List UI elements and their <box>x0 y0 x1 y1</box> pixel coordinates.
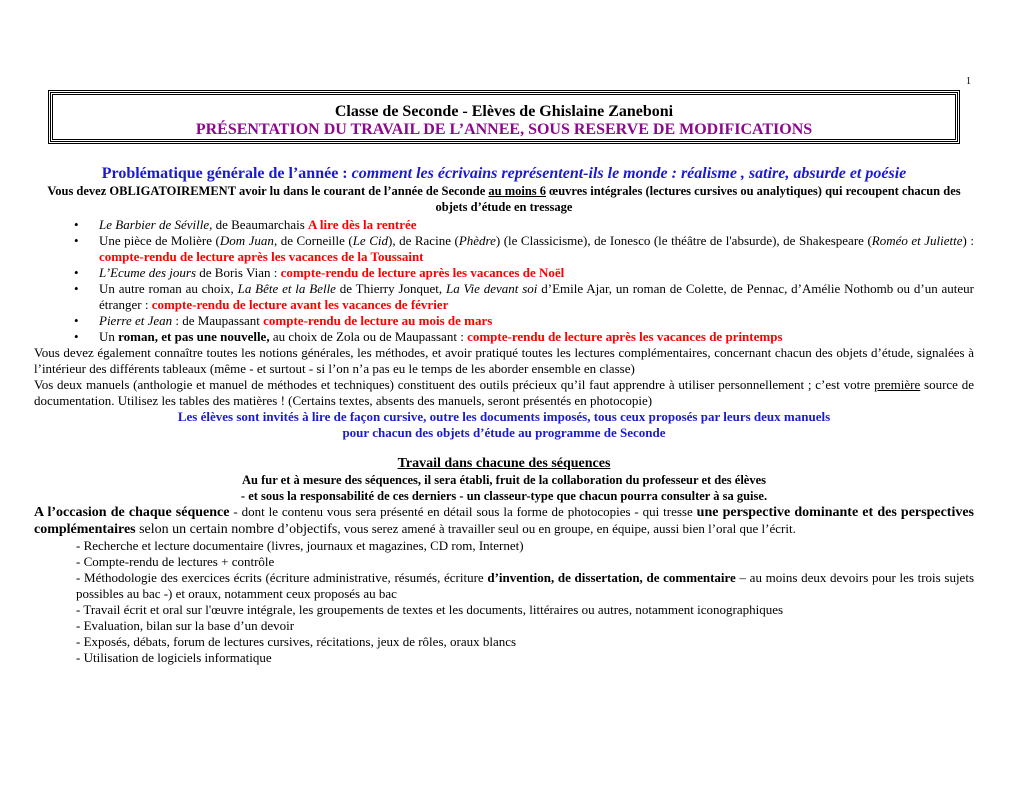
activity-list <box>34 538 974 666</box>
book-title: Phèdre <box>458 233 496 248</box>
manuals-text: Vos deux manuels (anthologie et manuel de méthodes et techniques) constituent des outils précieux qu’il faut apprendre à utiliser personnellement ; c’est votre <box>34 377 875 392</box>
item-text: de Thierry Jonquet, <box>335 281 446 296</box>
list-item <box>34 602 974 618</box>
list-item <box>34 618 974 634</box>
intro-paragraph <box>34 184 974 215</box>
occasion-text-2: selon un certain nombre d’objectifs <box>135 522 338 537</box>
book-title: Dom Juan <box>219 233 274 248</box>
list-item: • Un autre roman au choix, La Bête et la Belle de Thierry Jonquet, La Vie devant soi d’Emile Ajar, un roman de Colette, de Pennac, d’Amélie Nothomb ou d’un auteur étranger : compte-rendu de lecture avant les vacances de février <box>74 281 975 312</box>
book-title: La Vie devant soi <box>446 281 538 296</box>
item-text: - Utilisation de logiciels informatique <box>76 650 272 665</box>
section-line2: - et sous la responsabilité de ces derniers - un classeur-type que chacun pourra consulter à sa guise. <box>240 488 768 503</box>
blue-note-line1: Les élèves sont invités à lire de façon cursive, outre les documents imposés, tous ceux proposés par leurs deux manuels <box>177 409 831 424</box>
book-title: Le Barbier de Séville <box>99 217 210 232</box>
item-text: , de Corneille ( <box>273 233 353 248</box>
intro-underlined: au moins 6 <box>488 184 547 198</box>
list-item: • Un roman, et pas une nouvelle, au choix de Zola ou de Maupassant : compte-rendu de lecture après les vacances de printemps <box>74 329 783 344</box>
list-item <box>34 554 974 570</box>
item-text: - Méthodologie des exercices écrits (écriture administrative, résumés, écriture <box>76 570 488 585</box>
list-item <box>34 634 974 650</box>
blue-note-line2: pour chacun des objets d’étude au programme de Seconde <box>342 425 666 440</box>
problem-question: comment les écrivains représentent-ils le monde : réalisme , satire, absurde et poésie <box>351 165 907 182</box>
problem-statement <box>34 164 974 184</box>
section-title: Travail dans chacune des séquences <box>397 456 611 471</box>
list-item <box>34 650 974 666</box>
item-bold-text: d’invention, de dissertation, de commentaire <box>487 570 736 585</box>
notions-paragraph: Vous devez également connaître toutes les notions générales, les méthodes, et avoir pratiqué toutes les lectures complémentaires, concernant chacun des objets d’étude, signalées à l’intérieur des différents tableaux (même - et surtout - si l’on n’a pas eu le temps de les aborder ensemble en classe) <box>34 345 974 376</box>
deadline-text: compte-rendu de lecture après les vacances de la Toussaint <box>99 249 424 264</box>
header-subtitle: PRÉSENTATION DU TRAVAIL DE L’ANNEE, SOUS RESERVE DE MODIFICATIONS <box>195 121 813 138</box>
deadline-text: compte-rendu de lecture après les vacances de printemps <box>467 329 783 344</box>
occasion-text: - dont le contenu vous sera présenté en détail sous la forme de photocopies - qui tresse <box>229 504 697 519</box>
book-title: Le Cid <box>352 233 388 248</box>
deadline-text: compte-rendu de lecture après les vacances de Noël <box>280 265 565 280</box>
list-item <box>34 538 974 554</box>
item-text: ), de Racine ( <box>388 233 459 248</box>
section-line1: Au fur et à mesure des séquences, il sera établi, fruit de la collaboration du professeur et des élèves <box>241 473 767 487</box>
list-item: • Le Barbier de Séville, de Beaumarchais A lire dès la rentrée <box>74 217 417 232</box>
item-text: - Evaluation, bilan sur la base d’un devoir <box>76 618 295 633</box>
deadline-text: compte-rendu de lecture au mois de mars <box>263 313 493 328</box>
item-text: - Recherche et lecture documentaire (livres, journaux et magazines, CD rom, Internet) <box>76 538 524 553</box>
item-text: d’Emile Ajar, un roman de Colette, de Pennac, d’Amélie Nothomb ou d’un auteur étranger : <box>99 281 975 312</box>
item-text: Un autre roman au choix, <box>99 281 238 296</box>
book-title: L’Ecume des jours <box>99 265 197 280</box>
list-item <box>34 570 974 602</box>
document-body <box>34 164 974 666</box>
list-item: • L’Ecume des jours de Boris Vian : compte-rendu de lecture après les vacances de Noël <box>74 265 565 280</box>
page-number: 1 <box>966 76 971 87</box>
intro-text: Vous devez OBLIGATOIREMENT avoir lu dans le courant de l’année de Seconde <box>47 184 489 198</box>
item-text: Une pièce de Molière ( <box>99 233 220 248</box>
occasion-bold-2: une perspective dominante et des perspectives complémentaires <box>34 505 975 537</box>
manuals-text-end: source de documentation. Utilisez les tables des matières ! (Certains textes, absents des manuels, seront présentés en photocopie) <box>34 377 974 408</box>
header-box <box>50 92 958 142</box>
header-title: Classe de Seconde - Elèves de Ghislaine Zaneboni <box>334 103 674 120</box>
item-text: : de Maupassant <box>172 313 264 328</box>
item-text: de Boris Vian : <box>196 265 281 280</box>
item-text: Un <box>99 329 119 344</box>
manuals-underlined: première <box>874 377 921 392</box>
item-text: ) (le Classicisme), de Ionesco (le théâtre de l'absurde), de Shakespeare ( <box>495 233 872 248</box>
book-title: Roméo et Juliette <box>871 233 963 248</box>
intro-text-end: œuvres intégrales (lectures cursives ou analytiques) qui recoupent chacun des objets d’étude en tressage <box>435 184 961 214</box>
item-bold-text: roman, et pas une nouvelle, <box>118 329 270 344</box>
occasion-paragraph <box>34 504 974 538</box>
book-title: La Bête et la Belle <box>237 281 336 296</box>
item-text: au choix de Zola ou de Maupassant : <box>269 329 468 344</box>
item-text: ) : <box>962 233 974 248</box>
deadline-text: A lire dès la rentrée <box>308 217 417 232</box>
deadline-text: compte-rendu de lecture avant les vacances de février <box>151 297 449 312</box>
problem-label: Problématique générale de l’année : <box>101 165 352 182</box>
item-text: , de Beaumarchais <box>209 217 309 232</box>
item-text: - Exposés, débats, forum de lectures cursives, récitations, jeux de rôles, oraux blancs <box>76 634 517 649</box>
item-text: – au moins deux devoirs pour les trois sujets possibles au bac -) et oraux, notamment ceux proposés au bac <box>76 570 974 601</box>
item-text: - Travail écrit et oral sur l'œuvre intégrale, les groupements de textes et les documents, littéraires ou autres, notamment iconographiques <box>76 602 784 617</box>
book-title: Pierre et Jean <box>99 313 173 328</box>
item-text: - Compte-rendu de lectures + contrôle <box>76 554 275 569</box>
list-item: • Pierre et Jean : de Maupassant compte-rendu de lecture au mois de mars <box>74 313 493 328</box>
reading-list <box>34 217 974 345</box>
manuals-paragraph <box>34 377 974 409</box>
occasion-text-3: , vous serez amené à travailler seul ou en groupe, en équipe, aussi bien l’oral que l’écrit. <box>337 521 796 536</box>
occasion-bold: A l’occasion de chaque séquence <box>34 505 230 520</box>
list-item: • Une pièce de Molière (Dom Juan, de Corneille (Le Cid), de Racine (Phèdre) (le Classicisme), de Ionesco (le théâtre de l'absurde), de Shakespeare (Roméo et Juliette) : compte-rendu de lecture après les vacances de la Toussaint <box>74 233 974 264</box>
